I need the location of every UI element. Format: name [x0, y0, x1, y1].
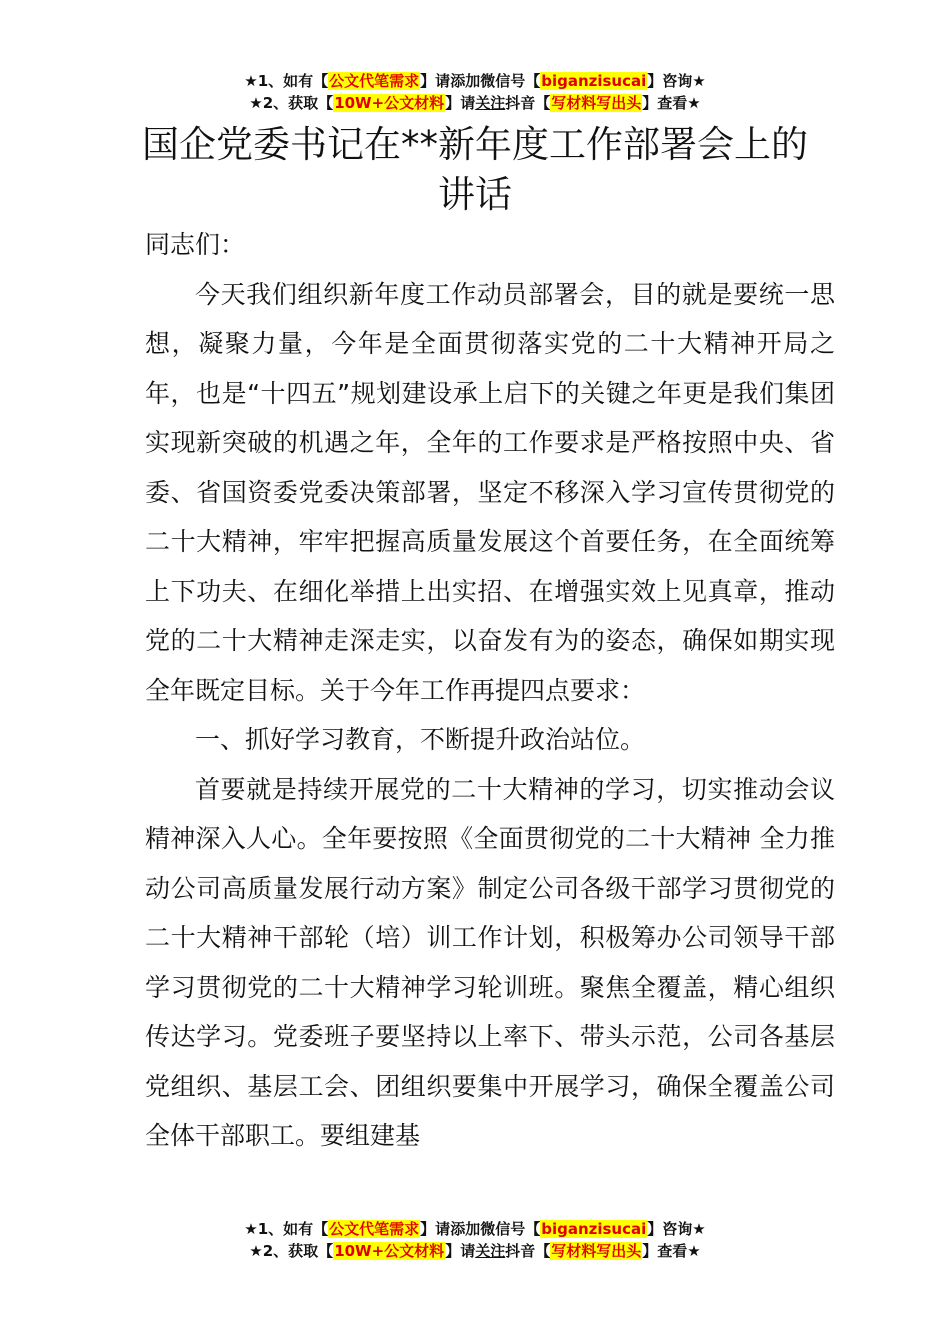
banner-highlight: 10W+公文材料 — [334, 94, 445, 112]
banner-text: 】请 — [420, 1220, 451, 1238]
title-line-1: 国企党委书记在**新年度工作部署会上的 — [142, 123, 808, 166]
banner-text: 】咨询★ — [647, 1220, 706, 1238]
banner-text: 】查看★ — [642, 1242, 701, 1260]
banner-text: ★1、如有【 — [244, 72, 329, 90]
banner-text: 抖音【 — [505, 94, 551, 112]
paragraph-intro: 今天我们组织新年度工作动员部署会，目的就是要统一思想，凝聚力量，今年是全面贯彻落实党的二十大精神开局之年，也是“十四五”规划建设承上启下的关键之年更是我们集团实现新突破的机遇之年，全年的工作要求是严格按照中央、省委、省国资委党委决策部署，坚定不移深入学习宣传贯彻党的二十大精神，牢牢把握高质量发展这个首要任务，在全面统筹上下功夫、在细化举措上出实招、在增强实效上见真章，推动党的二十大精神走深走实，以奋发有为的姿态，确保如期实现全年既定目标。关于今年工作再提四点要求： — [145, 279, 835, 705]
banner-line-1 — [0, 1218, 950, 1240]
banner-highlight: biganzisucai — [541, 72, 647, 90]
banner-text: 】请 — [420, 72, 451, 90]
banner-highlight: biganzisucai — [541, 1220, 647, 1238]
banner-line-2 — [0, 92, 950, 114]
paragraph-section-1: 首要就是持续开展党的二十大精神的学习，切实推动会议精神深入人心。全年要按照《全面贯彻党的二十大精神 全力推动公司高质量发展行动方案》制定公司各级干部学习贯彻党的二十大精神干部轮（培）训工作计划，积极筹办公司领导干部学习贯彻党的二十大精神学习轮训班。聚焦全覆盖，精心组织传达学习。党委班子要坚持以上率下、带头示范，公司各基层党组织、基层工会、团组织要集中开展学习，确保全覆盖公司全体干部职工。要组建基 — [145, 774, 835, 1150]
banner-text: ★2、获取【 — [249, 94, 334, 112]
banner-emphasis: 关注 — [475, 94, 506, 112]
salutation: 同志们： — [145, 230, 246, 259]
banner-text: 微信号【 — [480, 1220, 541, 1238]
banner-text: 】咨询★ — [647, 72, 706, 90]
banner-text: 微信号【 — [480, 72, 541, 90]
banner-emphasis: 添加 — [450, 72, 481, 90]
banner-emphasis: 添加 — [450, 1220, 481, 1238]
banner-highlight: 公文代笔需求 — [329, 72, 420, 90]
banner-highlight: 公文代笔需求 — [329, 1220, 420, 1238]
banner-text: ★2、获取【 — [249, 1242, 334, 1260]
document-body — [145, 220, 835, 1161]
banner-emphasis: 关注 — [475, 1242, 506, 1260]
banner-line-1 — [0, 70, 950, 92]
banner-text: 】请 — [445, 1242, 476, 1260]
banner-text: 】查看★ — [642, 94, 701, 112]
banner-text: 】请 — [445, 94, 476, 112]
document-title — [0, 120, 950, 220]
section-heading-1: 一、抓好学习教育，不断提升政治站位。 — [195, 725, 646, 754]
banner-highlight: 写材料写出头 — [551, 94, 642, 112]
banner-text: ★1、如有【 — [244, 1220, 329, 1238]
title-line-2: 讲话 — [438, 173, 512, 216]
banner-highlight: 写材料写出头 — [551, 1242, 642, 1260]
banner-text: 抖音【 — [505, 1242, 551, 1260]
banner-line-2 — [0, 1240, 950, 1262]
footer-banner — [0, 1218, 950, 1262]
header-banner — [0, 70, 950, 114]
banner-highlight: 10W+公文材料 — [334, 1242, 445, 1260]
